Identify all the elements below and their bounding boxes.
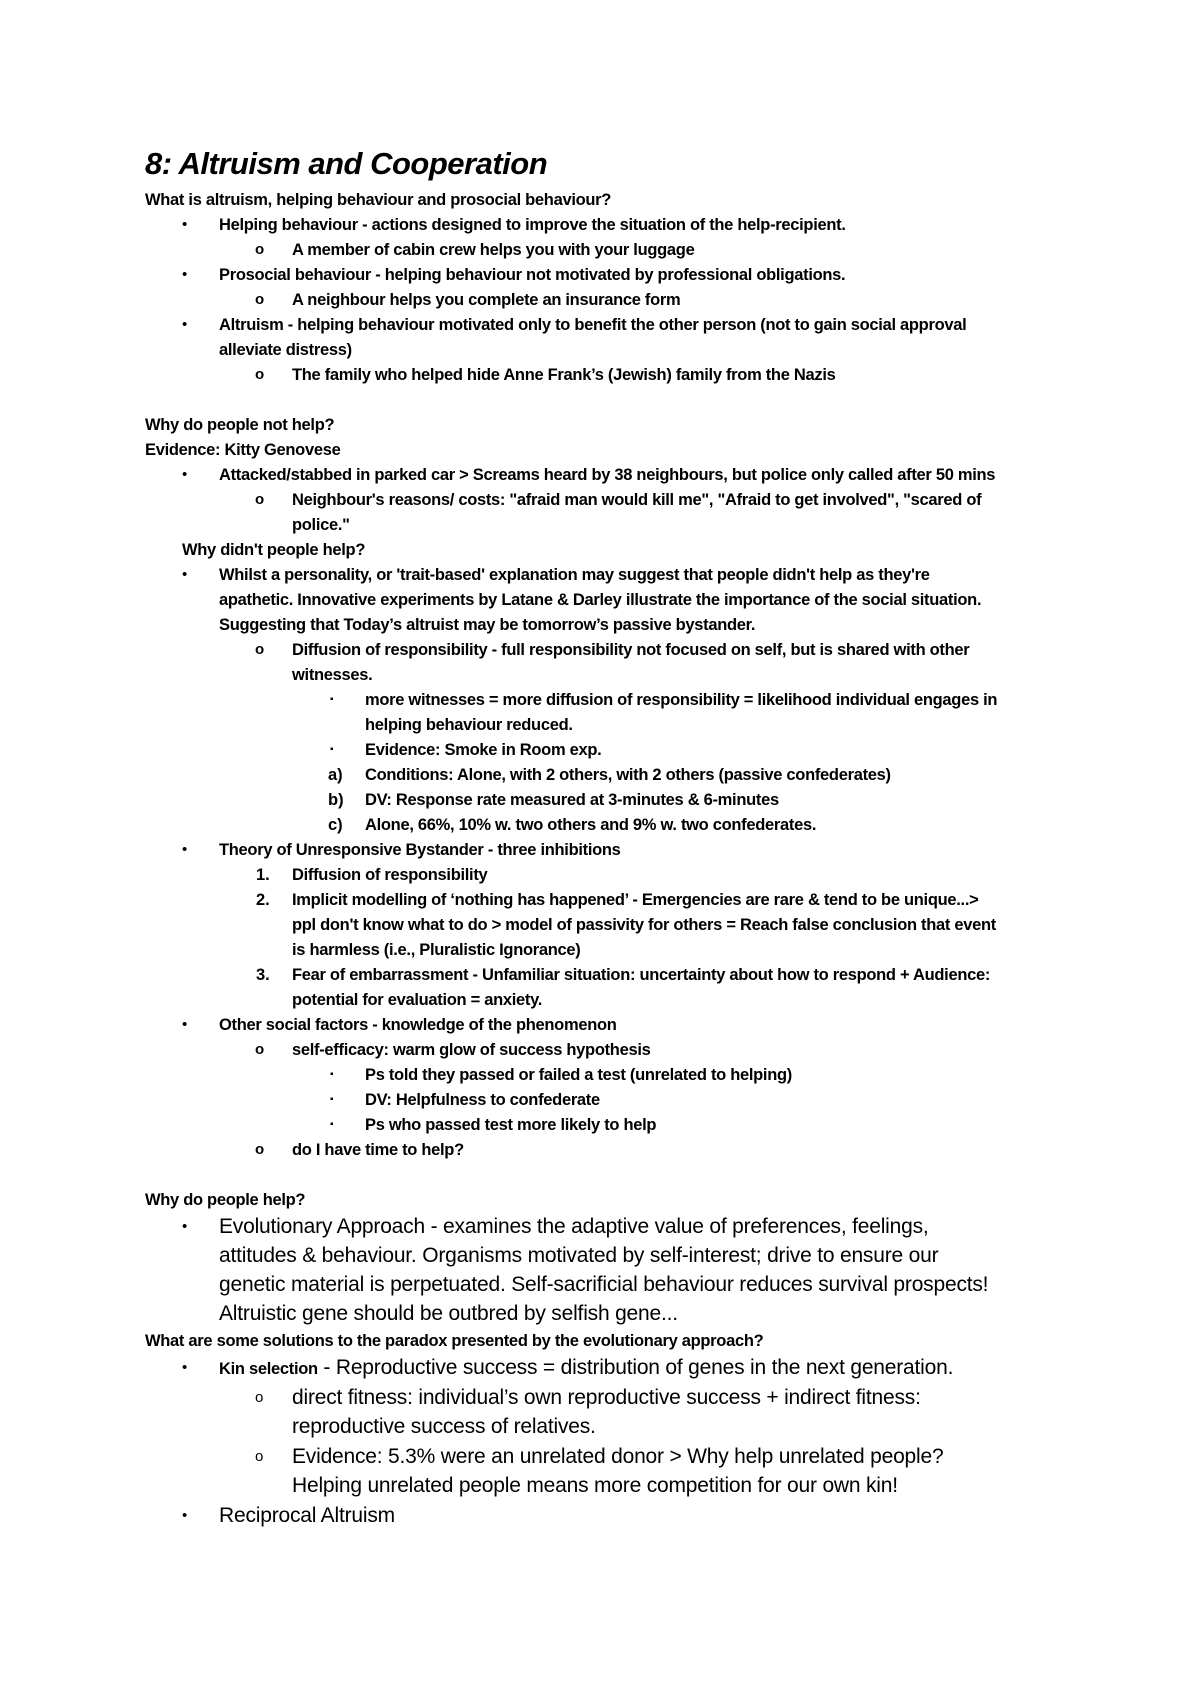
bullet-disc-icon: • <box>182 466 188 483</box>
list-item-response-rate: DV: Response rate measured at 3-minutes & 6-minutes <box>365 791 779 809</box>
list-number-1: 1. <box>256 866 270 884</box>
bullet-circle-icon: o <box>255 366 265 383</box>
bullet-circle-icon: o <box>255 1141 265 1158</box>
bullet-disc-icon: • <box>182 1507 188 1524</box>
bullet-disc-icon: • <box>182 316 188 333</box>
list-letter-b: b) <box>328 791 344 809</box>
list-item-reciprocal-altruism: Reciprocal Altruism <box>219 1504 395 1527</box>
list-item-kin-selection <box>219 1353 953 1384</box>
list-item-evolutionary-line1: Evolutionary Approach - examines the adaptive value of preferences, feelings, <box>219 1215 929 1238</box>
list-item-altruism-line2: alleviate distress) <box>219 341 352 359</box>
list-item-trait-based-line1: Whilst a personality, or 'trait-based' explanation may suggest that people didn't help as they're <box>219 566 930 584</box>
page-title: 8: Altruism and Cooperation <box>145 146 548 181</box>
bullet-disc-icon: • <box>182 1016 188 1033</box>
list-item-conditions: Conditions: Alone, with 2 others, with 2 others (passive confederates) <box>365 766 891 784</box>
list-item-neighbour-reasons-line1: Neighbour's reasons/ costs: "afraid man would kill me", "Afraid to get involved", "scared of <box>292 491 982 509</box>
question-paradox: What are some solutions to the paradox presented by the evolutionary approach? <box>145 1332 764 1350</box>
bullet-disc-icon: • <box>182 566 188 583</box>
list-item-fear-embarrassment-line1: Fear of embarrassment - Unfamiliar situation: uncertainty about how to respond + Audience: <box>292 966 991 984</box>
list-item-trait-based-line3: Suggesting that Today’s altruist may be tomorrow’s passive bystander. <box>219 616 756 634</box>
bullet-disc-icon: • <box>182 266 188 283</box>
list-item-diffusion-line2: witnesses. <box>292 666 373 684</box>
list-item-evolutionary-line4: Altruistic gene should be outbred by selfish gene... <box>219 1302 678 1325</box>
kin-selection-label: Kin selection <box>219 1360 318 1378</box>
list-item-helping-behaviour: Helping behaviour - actions designed to improve the situation of the help-recipient. <box>219 216 846 234</box>
list-number-2: 2. <box>256 891 270 909</box>
list-item-diffusion-short: Diffusion of responsibility <box>292 866 488 884</box>
list-item-ps-passed: Ps who passed test more likely to help <box>365 1116 657 1134</box>
bullet-square-icon: ▪ <box>330 1119 334 1130</box>
bullet-disc-icon: • <box>182 216 188 233</box>
list-item-evolutionary-line2: attitudes & behaviour. Organisms motivated by self-interest; drive to ensure our <box>219 1244 939 1267</box>
list-item-diffusion-line1: Diffusion of responsibility - full responsibility not focused on self, but is shared with other <box>292 641 970 659</box>
bullet-square-icon: ▪ <box>330 1069 334 1080</box>
list-item-neighbour-reasons-line2: police." <box>292 516 350 534</box>
list-item-helpfulness: DV: Helpfulness to confederate <box>365 1091 600 1109</box>
list-item-other-social-factors: Other social factors - knowledge of the phenomenon <box>219 1016 617 1034</box>
list-item-unrelated-donor-line1: Evidence: 5.3% were an unrelated donor > Why help unrelated people? <box>292 1445 944 1468</box>
bullet-circle-icon: o <box>255 641 265 658</box>
bullet-square-icon: ▪ <box>330 1094 334 1105</box>
list-item-unrelated-donor-line2: Helping unrelated people means more competition for our own kin! <box>292 1474 898 1497</box>
list-item-time-to-help: do I have time to help? <box>292 1141 464 1159</box>
bullet-circle-icon: o <box>255 1448 264 1465</box>
list-item-more-witnesses-line2: helping behaviour reduced. <box>365 716 573 734</box>
subheading-why-didnt-help: Why didn't people help? <box>182 541 366 559</box>
list-item-direct-fitness-line1: direct fitness: individual’s own reproductive success + indirect fitness: <box>292 1386 921 1409</box>
bullet-circle-icon: o <box>255 1389 264 1406</box>
bullet-square-icon: ▪ <box>330 744 334 755</box>
list-item-fear-embarrassment-line2: potential for evaluation = anxiety. <box>292 991 543 1009</box>
bullet-disc-icon: • <box>182 1359 188 1376</box>
list-item-smoke-room: Evidence: Smoke in Room exp. <box>365 741 602 759</box>
bullet-circle-icon: o <box>255 291 265 308</box>
list-item-more-witnesses-line1: more witnesses = more diffusion of responsibility = likelihood individual engages in <box>365 691 998 709</box>
bullet-disc-icon: • <box>182 1218 188 1235</box>
list-item-ps-told: Ps told they passed or failed a test (unrelated to helping) <box>365 1066 792 1084</box>
list-item-self-efficacy: self-efficacy: warm glow of success hypothesis <box>292 1041 651 1059</box>
bullet-square-icon: ▪ <box>330 694 334 705</box>
evidence-kitty-genovese: Evidence: Kitty Genovese <box>145 441 341 459</box>
list-item-prosocial-behaviour: Prosocial behaviour - helping behaviour not motivated by professional obligations. <box>219 266 846 284</box>
kin-selection-text: - Reproductive success = distribution of genes in the next generation. <box>317 1356 954 1379</box>
bullet-disc-icon: • <box>182 841 188 858</box>
list-item-results: Alone, 66%, 10% w. two others and 9% w. two confederates. <box>365 816 817 834</box>
list-letter-c: c) <box>328 816 343 834</box>
bullet-circle-icon: o <box>255 491 265 508</box>
section-heading-why-not-help: Why do people not help? <box>145 416 335 434</box>
list-item-attacked: Attacked/stabbed in parked car > Screams heard by 38 neighbours, but police only called after 50 mins <box>219 466 996 484</box>
list-item-trait-based-line2: apathetic. Innovative experiments by Latane & Darley illustrate the importance of the social situation. <box>219 591 982 609</box>
bullet-circle-icon: o <box>255 1041 265 1058</box>
bullet-circle-icon: o <box>255 241 265 258</box>
list-item-unresponsive-bystander: Theory of Unresponsive Bystander - three inhibitions <box>219 841 621 859</box>
list-item-altruism-line1: Altruism - helping behaviour motivated only to benefit the other person (not to gain social approval <box>219 316 967 334</box>
list-item-cabin-crew: A member of cabin crew helps you with your luggage <box>292 241 695 259</box>
section-heading-what-is-altruism: What is altruism, helping behaviour and prosocial behaviour? <box>145 191 612 209</box>
section-heading-why-help: Why do people help? <box>145 1191 306 1209</box>
list-item-neighbour-insurance: A neighbour helps you complete an insurance form <box>292 291 681 309</box>
list-number-3: 3. <box>256 966 270 984</box>
list-item-implicit-modelling-line1: Implicit modelling of ‘nothing has happened’ - Emergencies are rare & tend to be unique...> <box>292 891 979 909</box>
list-item-implicit-modelling-line2: ppl don't know what to do > model of passivity for others = Reach false conclusion that event <box>292 916 996 934</box>
list-item-evolutionary-line3: genetic material is perpetuated. Self-sacrificial behaviour reduces survival prospects! <box>219 1273 989 1296</box>
list-item-implicit-modelling-line3: is harmless (i.e., Pluralistic Ignorance) <box>292 941 581 959</box>
list-letter-a: a) <box>328 766 343 784</box>
list-item-direct-fitness-line2: reproductive success of relatives. <box>292 1415 596 1438</box>
list-item-anne-frank: The family who helped hide Anne Frank’s (Jewish) family from the Nazis <box>292 366 836 384</box>
